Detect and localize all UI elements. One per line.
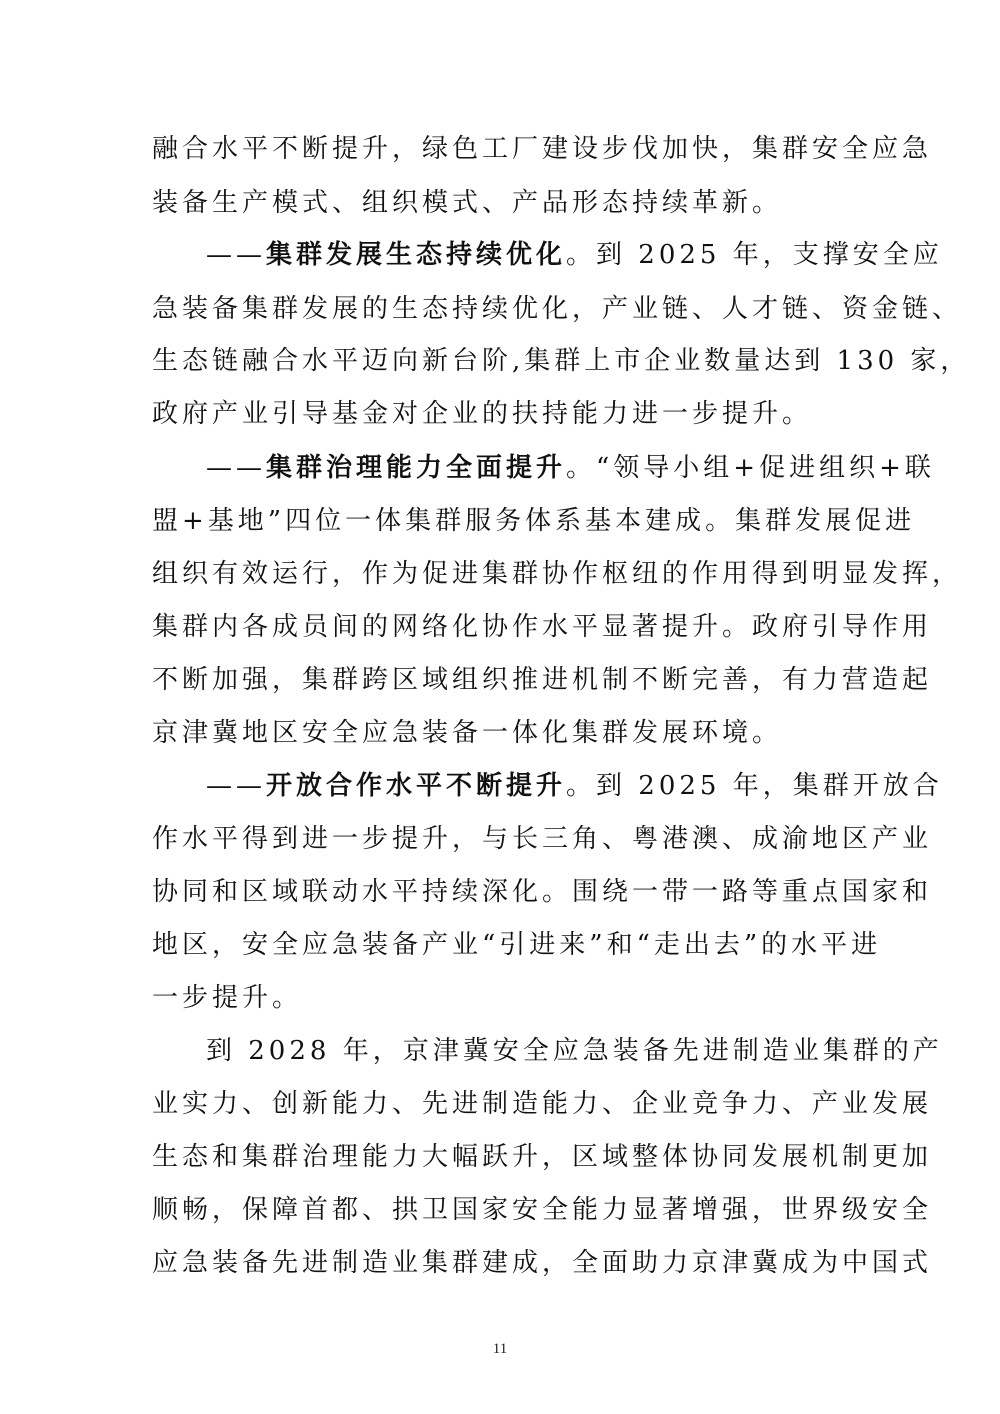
page-number: 11	[492, 1341, 508, 1357]
body-text-line: 地区，安全应急装备产业“引进来”和“走出去”的水平进	[152, 930, 882, 960]
body-text-line: 到 2028 年，京津冀安全应急装备先进制造业集群的产	[206, 1036, 943, 1066]
section-heading-line: ——集群治理能力全面提升。“领导小组+促进组织+联	[206, 453, 935, 483]
body-text-line: 协同和区域联动水平持续深化。围绕一带一路等重点国家和	[152, 877, 933, 907]
bold-heading-ecology: 集群发展生态持续优化	[266, 240, 567, 270]
body-text-line: 装备生产模式、组织模式、产品形态持续革新。	[152, 188, 783, 218]
body-text-line: 盟+基地”四位一体集群服务体系基本建成。集群发展促进	[152, 506, 916, 536]
body-text-line: 生态链融合水平迈向新台阶,集群上市企业数量达到 130 家，	[152, 346, 971, 376]
body-text-line: 应急装备先进制造业集群建成，全面助力京津冀成为中国式	[152, 1248, 933, 1278]
body-text-line: 政府产业引导基金对企业的扶持能力进一步提升。	[152, 399, 813, 429]
bold-heading-openness: 开放合作水平不断提升	[266, 771, 567, 801]
bold-heading-governance: 集群治理能力全面提升	[266, 453, 567, 483]
body-text-line: 京津冀地区安全应急装备一体化集群发展环境。	[152, 718, 783, 748]
body-text-line: 融合水平不断提升，绿色工厂建设步伐加快，集群安全应急	[152, 134, 933, 164]
body-text-line: 组织有效运行，作为促进集群协作枢纽的作用得到明显发挥，	[152, 559, 963, 589]
body-text-line: 集群内各成员间的网络化协作水平显著提升。政府引导作用	[152, 612, 933, 642]
section-heading-line: ——集群发展生态持续优化。到 2025 年，支撑安全应	[206, 240, 943, 270]
body-text-line: 生态和集群治理能力大幅跃升，区域整体协同发展机制更加	[152, 1142, 933, 1172]
body-text-line: 作水平得到进一步提升，与长三角、粤港澳、成渝地区产业	[152, 824, 933, 854]
body-text-line: 不断加强，集群跨区域组织推进机制不断完善，有力营造起	[152, 665, 933, 695]
section-heading-line: ——开放合作水平不断提升。到 2025 年，集群开放合	[206, 771, 943, 801]
body-text-line: 一步提升。	[152, 983, 303, 1013]
body-text-line: 急装备集群发展的生态持续优化，产业链、人才链、资金链、	[152, 294, 963, 324]
body-text-line: 顺畅，保障首都、拱卫国家安全能力显著增强，世界级安全	[152, 1195, 933, 1225]
body-text-line: 业实力、创新能力、先进制造能力、企业竞争力、产业发展	[152, 1089, 933, 1119]
